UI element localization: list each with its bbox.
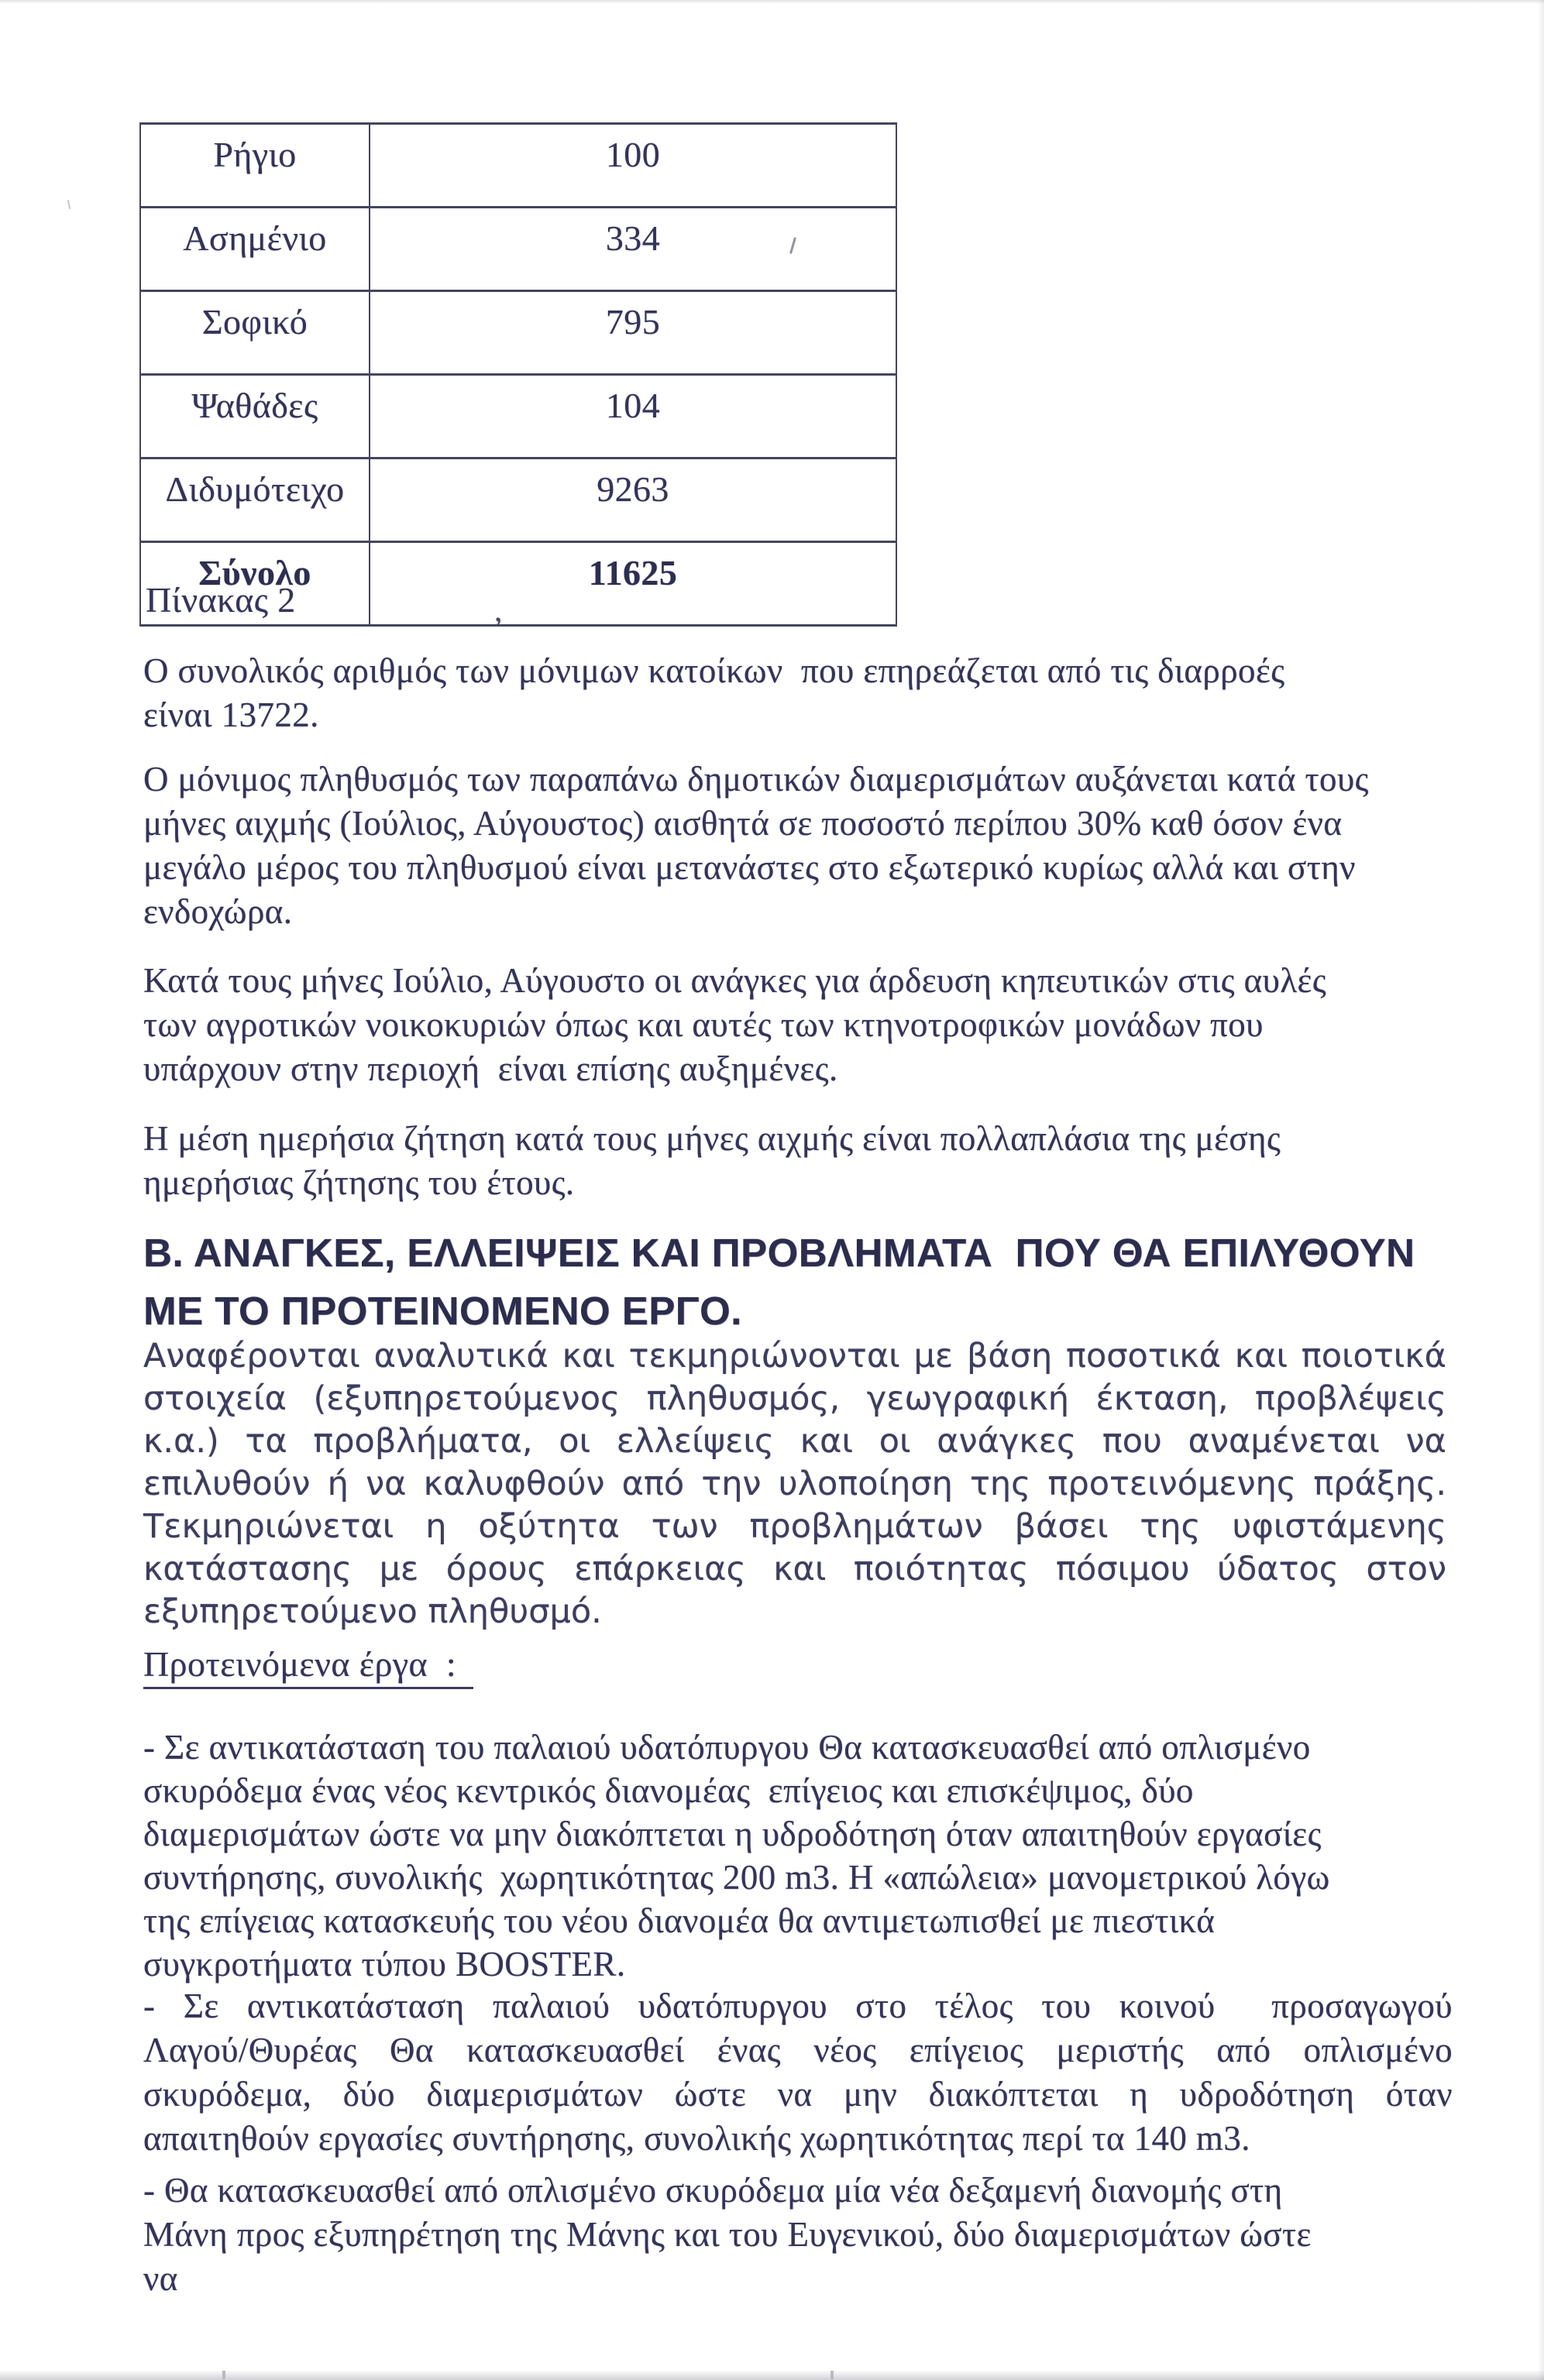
total-value: 11625 xyxy=(588,553,678,592)
section-heading-b xyxy=(143,1224,1522,1340)
table-row xyxy=(140,124,896,208)
table-cell-value: 100 xyxy=(370,124,896,208)
section-heading-line2: ΜΕ ΤΟ ΠΡΟΤΕΙΝΟΜΕΝΟ ΕΡΓΟ. xyxy=(143,1289,742,1333)
needs-line: Τεκμηριώνεται η οξύτητα των προβλημάτων βάσει της υφιστάμενης xyxy=(143,1507,1446,1546)
table-row xyxy=(140,291,896,375)
bullet-mani-reservoir: - Θα κατασκευασθεί από οπλισμένο σκυρόδεμα μία νέα δεξαμενή διανομής στη Μάνη προς εξυπηρέτηση της Μάνης και του Ευγενικού, δύο διαμερισμάτων ώστε να xyxy=(143,2171,1312,2298)
bullet-lagou-thyreas xyxy=(143,1984,1453,2161)
paragraph-summer-population: Ο μόνιμος πληθυσμός των παραπάνω δημοτικών διαμερισμάτων αυξάνεται κατά τους μήνες αιχμής (Ιούλιος, Αύγουστος) αισθητά σε ποσοστό περίπου 30% καθ όσον ένα μεγάλο μέρος του πληθυσμού είναι μετανάστες στο εξωτερικό κυρίως αλλά και στην ενδοχώρα. xyxy=(143,760,1369,931)
table-cell-value: 334 xyxy=(370,208,896,291)
needs-line: Αναφέρονται αναλυτικά και τεκμηριώνονται με βάση ποσοτικά και ποιοτικά xyxy=(143,1337,1446,1375)
table-cell-label: Διδυμότειχο xyxy=(140,458,370,542)
population-table xyxy=(139,122,897,627)
table-caption: Πίνακας 2 xyxy=(146,580,296,620)
bullet-line: - Σε αντικατάσταση παλαιού υδατόπυργου στο τέλος του κοινού προσαγωγού xyxy=(143,1987,1453,2025)
bullet-line: απαιτηθούν εργασίες συντήρησης, συνολικής χωρητικότητας περί τα 140 m3. xyxy=(143,2119,1250,2158)
section-heading-line1: Β. ΑΝΑΓΚΕΣ, ΕΛΛΕΙΨΕΙΣ ΚΑΙ ΠΡΟΒΛΗΜΑΤΑ ΠΟΥ ΘΑ ΕΠΙΛΥΘΟΥΝ xyxy=(143,1231,1415,1275)
table-cell-total-label: Σύνολο xyxy=(140,542,370,626)
needs-line: εξυπηρετούμενο πληθυσμό. xyxy=(143,1592,602,1631)
needs-line: επιλυθούν ή να καλυφθούν από την υλοποίηση της προτεινόμενης πράξης. xyxy=(143,1465,1446,1503)
table-row xyxy=(140,458,896,542)
table-row xyxy=(140,375,896,458)
scan-bottom-tick xyxy=(830,2371,834,2379)
scan-edge-bottom xyxy=(0,2370,1544,2380)
needs-line: στοιχεία (εξυπηρετούμενος πληθυσμός, γεωγραφική έκταση, προβλέψεις xyxy=(143,1379,1446,1418)
subheading-text: Προτεινόμενα έργα : xyxy=(143,1644,473,1689)
table-row xyxy=(140,208,896,291)
bullet-line: σκυρόδεμα, δύο διαμερισμάτων ώστε να μην διακόπτεται η υδροδότηση όταν xyxy=(143,2075,1453,2114)
scan-artifact-comma: , xyxy=(494,593,503,629)
table-cell-label: Ψαθάδες xyxy=(140,375,370,458)
scan-bottom-tick xyxy=(222,2371,225,2379)
table-cell-label: Ρήγιο xyxy=(140,124,370,208)
paragraph-daily-demand: Η μέση ημερήσια ζήτηση κατά τους μήνες αιχμής είναι πολλαπλάσια της μέσης ημερήσιας ζήτησης του έτους. xyxy=(143,1119,1281,1202)
paragraph-needs-justified xyxy=(143,1335,1446,1633)
bullet-line: Λαγού/Θυρέας Θα κατασκευασθεί ένας νέος επίγειος μεριστής από οπλισμένο xyxy=(143,2031,1453,2069)
scan-edge-top xyxy=(0,0,1544,4)
table-cell-total-value xyxy=(370,542,896,629)
table-cell-value: 9263 xyxy=(370,458,896,542)
table-cell-value: 795 xyxy=(370,291,896,375)
table-cell-label: Σοφικό xyxy=(140,291,370,375)
table-cell-label: Ασημένιο xyxy=(140,208,370,291)
bullet-water-tower-replacement: - Σε αντικατάσταση του παλαιού υδατόπυργου Θα κατασκευασθεί από οπλισμένο σκυρόδεμα ένας νέος κεντρικός διανομέας επίγειος και επισκέψιμος, δύο διαμερισμάτων ώστε να μην διακόπτεται η υδροδότηση όταν απαιτηθούν εργασίες συντήρησης, συνολικής χωρητικότητας 200 m3. Η «απώλεια» μανομετρικού λόγω της επίγειας κατασκευής του νέου διανομέα θα αντιμετωπισθεί με πιεστικά συγκροτήματα τύπου BOOSTER. xyxy=(143,1728,1330,1983)
scan-speck xyxy=(67,200,70,209)
subheading-proposed-works xyxy=(143,1642,473,1686)
needs-line: κ.α.) τα προβλήματα, οι ελλείψεις και οι ανάγκες που αναμένεται να xyxy=(143,1422,1446,1461)
paragraph-total-residents: Ο συνολικός αριθμός των μόνιμων κατοίκων που επηρεάζεται από τις διαρροές είναι 13722. xyxy=(143,651,1285,734)
paragraph-irrigation-needs: Κατά τους μήνες Ιούλιο, Αύγουστο οι ανάγκες για άρδευση κηπευτικών στις αυλές των αγροτικών νοικοκυριών όπως και αυτές των κτηνοτροφικών μονάδων που υπάρχουν στην περιοχή είναι επίσης αυξημένες. xyxy=(143,961,1327,1088)
table-cell-value: 104 xyxy=(370,375,896,458)
scan-edge-right xyxy=(1538,0,1544,2380)
needs-line: κατάστασης με όρους επάρκειας και ποιότητας πόσιμου ύδατος στον xyxy=(143,1550,1446,1588)
